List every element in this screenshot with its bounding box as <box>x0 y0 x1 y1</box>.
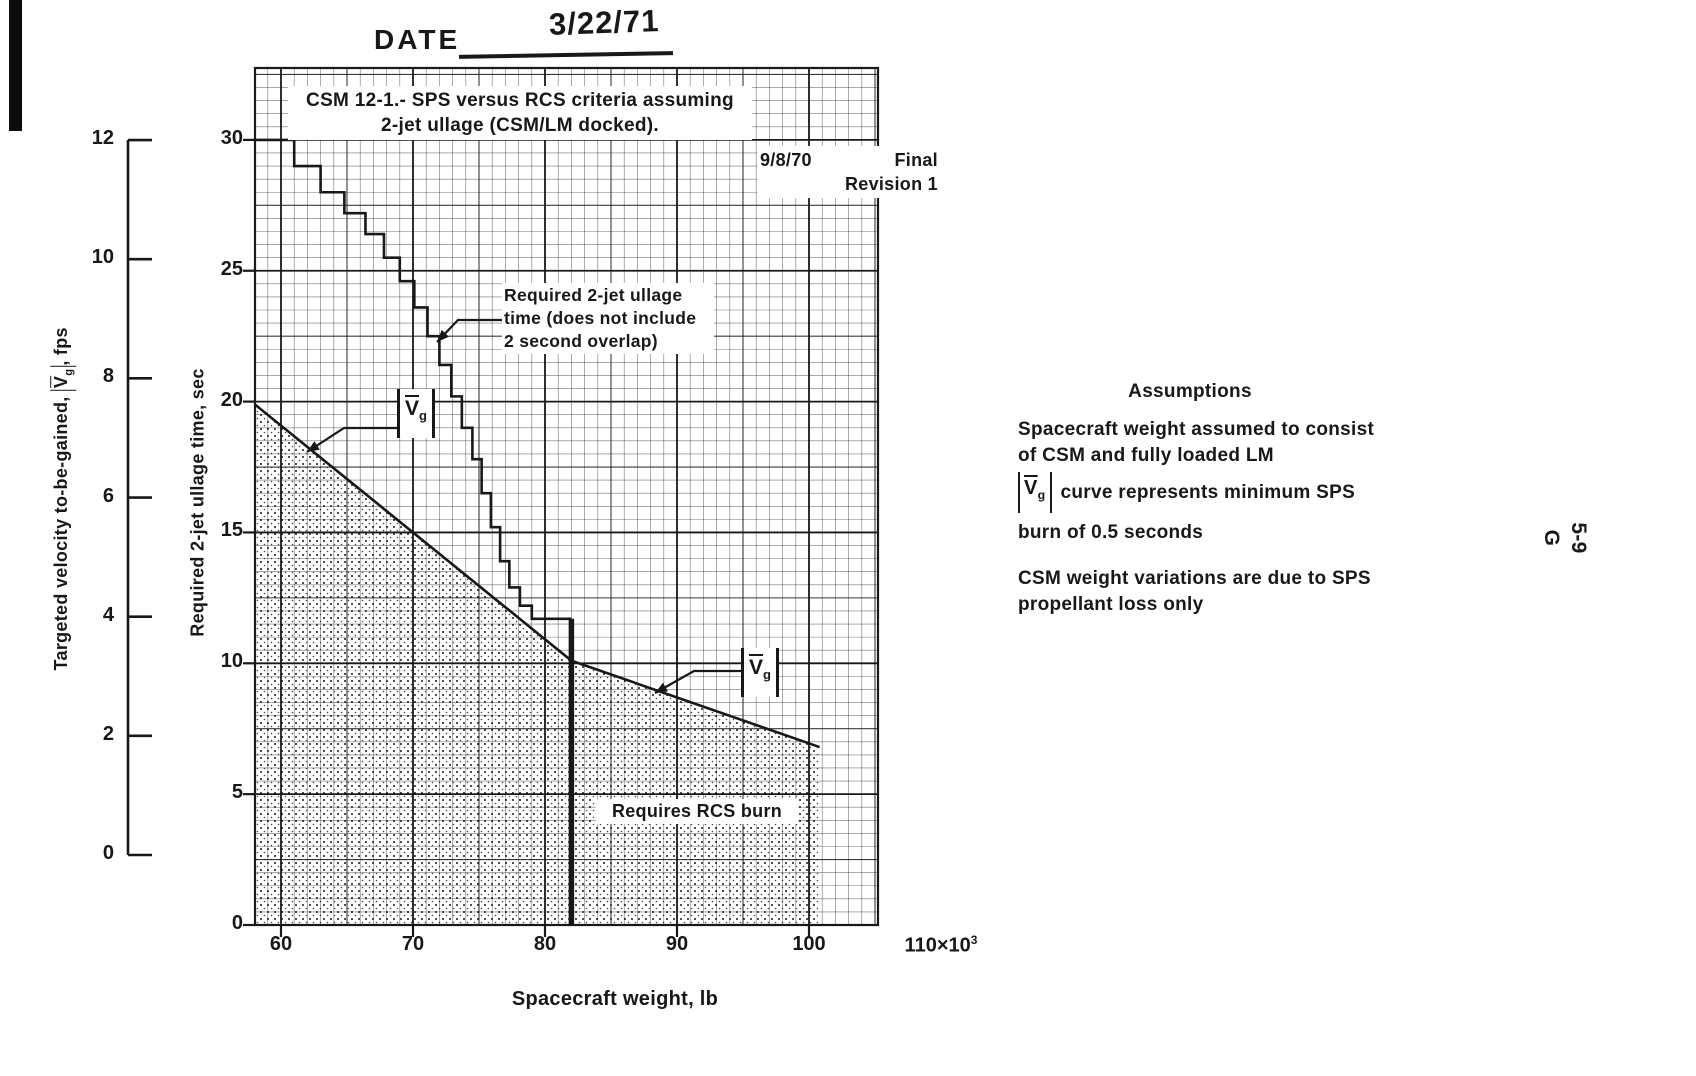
fps-tick-label: 8 <box>102 365 114 388</box>
vg-letter: $\overline{V}$ <box>405 397 420 420</box>
revision-status: Final <box>894 150 938 170</box>
date-label: DATE <box>374 24 461 55</box>
page-number-section: G <box>1540 529 1563 547</box>
ullage-tick-label: 25 <box>220 257 243 280</box>
vg-letter: $\overline{V}$ <box>749 656 764 679</box>
revision-number: Revision 1 <box>844 174 938 194</box>
x-tick-label: $110\times 10^3$ <box>904 933 978 957</box>
vg-subscript: g <box>62 368 75 376</box>
fps-tick-label: 2 <box>102 722 114 745</box>
assumptions-p2-line2: burn of 0.5 seconds <box>1018 522 1204 543</box>
x-tick-label: 80 <box>533 933 557 955</box>
assumptions-p2-rest: curve represents minimum SPS <box>1060 481 1356 503</box>
vg-inline-assumption <box>1018 472 1052 513</box>
assumptions-p1 <box>1018 417 1374 469</box>
vg-label-upper <box>397 389 435 438</box>
fps-tick-label: 0 <box>102 842 114 864</box>
revision-box <box>757 146 941 198</box>
fps-tick-label: 12 <box>91 127 114 150</box>
callout-step-line2: time (does not include <box>504 308 697 328</box>
ullage-tick-label: 0 <box>231 912 243 934</box>
figure-title-line2: 2-jet ullage (CSM/LM docked). <box>381 115 659 136</box>
assumptions-p3-line2: propellant loss only <box>1018 594 1204 615</box>
vg-subscript: g <box>763 667 771 683</box>
rcs-required-shaded-region <box>255 404 820 925</box>
ullage-tick-label: 30 <box>220 126 243 149</box>
ullage-tick-label: 10 <box>220 650 243 673</box>
revision-date: 9/8/70 <box>760 150 812 170</box>
vg-subscript: g <box>1037 488 1046 502</box>
fps-axis-title-prefix: Targeted velocity to-be-gained, <box>51 396 72 671</box>
ullage-axis-title: Required 2-jet ullage time, sec <box>187 368 208 637</box>
assumptions-p1-line2: of CSM and fully loaded LM <box>1018 445 1274 466</box>
fps-tick-label: 10 <box>91 246 114 269</box>
vg-letter: $\overline{V}$ <box>1024 477 1038 499</box>
callout-step-line3: 2 second overlap) <box>504 331 658 351</box>
ullage-tick-label: 15 <box>220 519 243 542</box>
x-tick-label: 90 <box>665 933 689 955</box>
assumptions-p1-line1: Spacecraft weight assumed to consist <box>1018 419 1375 440</box>
assumptions-p3-line1: CSM weight variations are due to SPS <box>1018 568 1371 589</box>
x-axis-title: Spacecraft weight, lb <box>511 988 719 1010</box>
vg-label-lower <box>741 648 779 697</box>
assumptions-heading: Assumptions <box>1128 381 1252 402</box>
ullage-tick-label: 5 <box>231 781 243 804</box>
fps-tick-label: 4 <box>102 603 114 626</box>
page-number-value: 5-9 <box>1567 522 1590 554</box>
figure-title-line1: CSM 12-1.- SPS versus RCS criteria assuming <box>306 90 734 111</box>
fps-axis-title-suffix: , fps <box>51 327 72 366</box>
assumptions-p3 <box>1018 566 1371 618</box>
fps-tick-label: 6 <box>102 484 114 507</box>
callout-step-curve <box>502 283 714 354</box>
ullage-tick-label: 20 <box>220 388 243 411</box>
vg-letter: $\overline{V}$ <box>51 375 72 389</box>
x-tick-exponent: 3 <box>970 933 978 947</box>
x-tick-label: 60 <box>269 933 293 955</box>
vg-subscript: g <box>419 408 427 424</box>
assumptions-p2 <box>1018 472 1355 544</box>
callout-step-line1: Required 2-jet ullage <box>504 285 683 305</box>
page-number <box>1508 496 1592 580</box>
x-tick-label: 100 <box>792 933 826 955</box>
date-value: 3/22/71 <box>548 3 660 42</box>
figure-title <box>288 86 752 140</box>
x-tick-label: 70 <box>401 933 425 955</box>
callout-rcs-burn: Requires RCS burn <box>596 799 798 824</box>
